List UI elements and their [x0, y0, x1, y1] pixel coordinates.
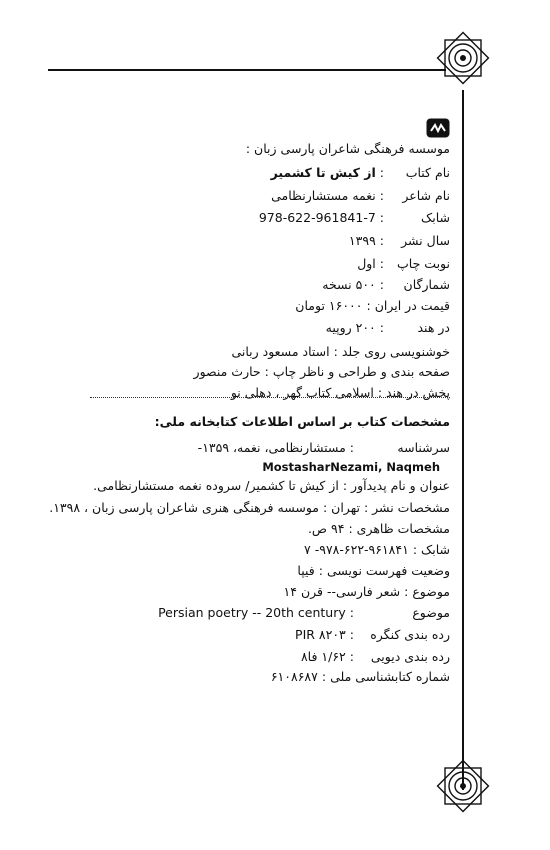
details-label: پخش در هند	[386, 385, 450, 400]
colon-separator: :	[333, 344, 338, 359]
details-row	[349, 233, 450, 249]
colon-separator: :	[379, 165, 384, 180]
details-label: خوشنویسی روی جلد	[341, 344, 450, 359]
catalog-value: مستشارنظامی، نغمه، ۱۳۵۹-	[197, 440, 346, 455]
details-label: شابک	[421, 210, 450, 225]
colon-separator: :	[379, 210, 384, 225]
details-label: شمارگان	[403, 277, 450, 292]
catalog-value: تهران : موسسه فرهنگی هنری شاعران پارسی زبان ، ۱۳۹۸.	[49, 500, 360, 515]
colon-separator: :	[379, 277, 384, 292]
catalog-value: Persian poetry -- 20th century	[158, 605, 346, 620]
colon-separator: :	[379, 320, 384, 335]
details-value: ۲۰۰ روپیه	[325, 320, 376, 335]
colon-separator: :	[363, 500, 369, 515]
catalog-row	[297, 563, 450, 579]
catalog-row	[271, 669, 450, 685]
catalog-heading: مشخصات کتاب بر اساس اطلاعات کتابخانه ملی:	[154, 414, 450, 429]
colon-separator: :	[349, 627, 354, 642]
catalog-row	[158, 605, 450, 621]
catalog-row	[301, 649, 450, 665]
colon-separator: :	[349, 649, 354, 664]
colon-separator: :	[349, 605, 354, 620]
catalog-value: ۱/۶۲ فا۸	[300, 649, 346, 664]
details-label: صفحه بندی و طراحی و ناظر چاپ	[272, 364, 450, 379]
catalog-value: از کیش تا کشمیر/ سروده نغمه مستشارنظامی.	[93, 478, 339, 493]
catalog-row	[284, 584, 450, 600]
details-row	[194, 364, 450, 380]
catalog-row	[198, 440, 450, 456]
colon-separator: :	[379, 188, 384, 203]
details-row	[295, 298, 450, 314]
colon-separator: :	[379, 256, 384, 271]
top-rule	[48, 69, 446, 71]
catalog-value: ۶۱۰۸۶۸۷	[270, 669, 318, 684]
colon-separator: :	[377, 385, 383, 400]
details-row	[357, 256, 450, 272]
catalog-value: شعر فارسی-- قرن ۱۴	[283, 584, 401, 599]
details-value: نغمه مستشارنظامی	[271, 188, 376, 203]
colon-separator: :	[366, 298, 371, 313]
details-label: نوبت چاپ	[397, 256, 450, 271]
catalog-label: رده بندی دیویی	[370, 649, 450, 664]
publisher-logo-icon	[426, 118, 450, 138]
details-row	[271, 188, 450, 204]
catalog-value: ۹۴ ص.	[307, 521, 345, 536]
publisher-name: موسسه فرهنگی شاعران پارسی زبان :	[245, 141, 450, 156]
catalog-label: شابک	[421, 542, 450, 557]
catalog-value: ۹۷۸-۶۲۲-۹۶۱۸۴۱- ۷	[304, 542, 409, 557]
catalog-label: سرشناسه	[397, 440, 450, 455]
catalog-value: PIR ۸۲۰۳	[295, 627, 346, 642]
details-value: 978-622-961841-7	[258, 210, 376, 225]
rosette-ornament-icon	[435, 758, 491, 814]
details-value: از کیش تا کشمیر	[270, 165, 376, 180]
catalog-row	[262, 459, 440, 475]
details-value: حارث منصور	[193, 364, 261, 379]
details-row	[322, 277, 450, 293]
catalog-label: موضوع	[412, 605, 450, 620]
details-value: استاد مسعود ربانی	[231, 344, 330, 359]
details-row	[259, 210, 450, 226]
colon-separator: :	[264, 364, 269, 379]
details-value: ۵۰۰ نسخه	[322, 277, 376, 292]
details-label: قیمت در ایران	[374, 298, 450, 313]
colon-separator: :	[379, 233, 384, 248]
colon-separator: :	[404, 584, 409, 599]
details-label: نام کتاب	[405, 165, 450, 180]
details-label: در هند	[417, 320, 450, 335]
details-value: ۱۶۰۰۰ تومان	[295, 298, 363, 313]
colon-separator: :	[412, 542, 418, 557]
details-value: ۱۳۹۹	[348, 233, 376, 248]
catalog-label: موضوع	[412, 584, 450, 599]
details-value: اول	[357, 256, 376, 271]
catalog-row	[295, 627, 450, 643]
catalog-value: MostasharNezami, Naqmeh	[262, 460, 440, 474]
catalog-label: مشخصات نشر	[372, 500, 450, 515]
side-rule	[462, 90, 464, 790]
dotted-divider	[90, 397, 450, 398]
colon-separator: :	[342, 478, 348, 493]
catalog-value: فیپا	[297, 563, 315, 578]
details-row	[326, 320, 450, 336]
colon-separator: :	[348, 521, 353, 536]
details-value: اسلامی کتاب گهر ، دهلی نو	[230, 385, 374, 400]
catalog-label: مشخصات ظاهری	[356, 521, 450, 536]
details-row	[271, 165, 450, 181]
catalog-label: شماره کتابشناسی ملی	[330, 669, 450, 684]
rosette-ornament-icon	[435, 30, 491, 86]
details-label: سال نشر	[401, 233, 450, 248]
details-label: نام شاعر	[402, 188, 450, 203]
catalog-label: رده بندی کنگره	[370, 627, 450, 642]
catalog-row	[304, 542, 450, 558]
colon-separator: :	[318, 563, 323, 578]
colon-separator: :	[349, 440, 354, 455]
details-row	[231, 385, 450, 401]
catalog-row	[49, 500, 450, 516]
catalog-row	[308, 521, 450, 537]
colon-separator: :	[321, 669, 327, 684]
details-row	[231, 344, 450, 360]
catalog-label: وضعیت فهرست نویسی	[326, 563, 450, 578]
catalog-label: عنوان و نام پدیدآور	[351, 478, 450, 493]
catalog-row	[93, 478, 450, 494]
